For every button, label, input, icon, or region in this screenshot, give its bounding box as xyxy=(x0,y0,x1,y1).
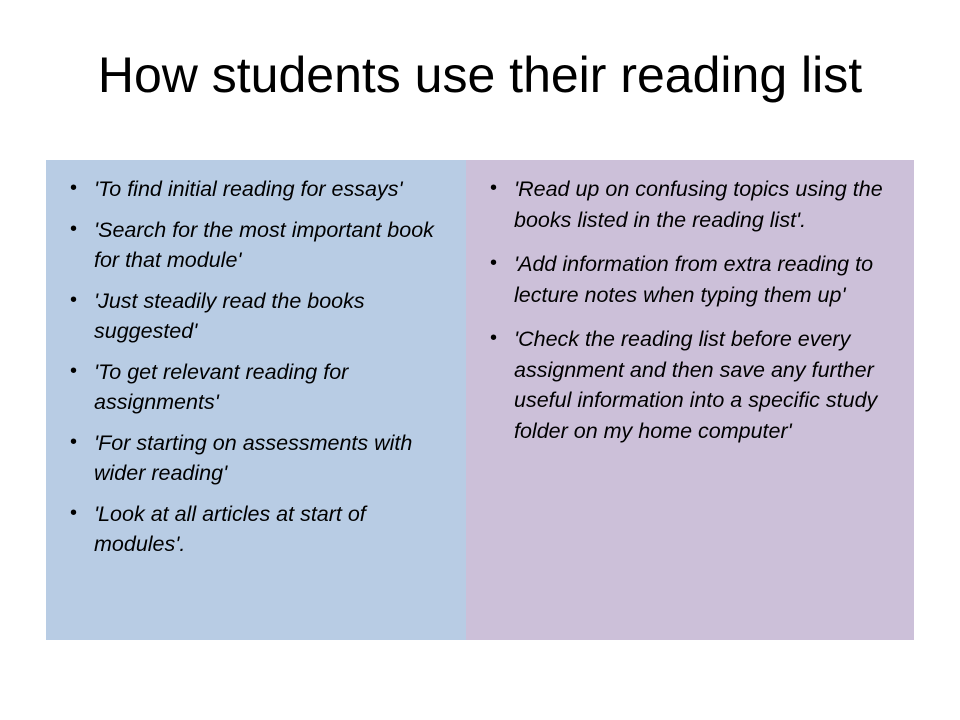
content-columns xyxy=(46,160,914,640)
list-item: • 'Check the reading list before every assignment and then save any further useful information into a specific study folder on my home computer' xyxy=(476,324,898,446)
list-item: • 'Add information from extra reading to lecture notes when typing them up' xyxy=(476,249,898,310)
left-bullet-list xyxy=(56,174,450,560)
right-bullet-list xyxy=(476,174,898,446)
page-title: How students use their reading list xyxy=(97,47,863,103)
list-item: • 'To find initial reading for essays' xyxy=(56,174,450,205)
left-quote-panel xyxy=(46,160,466,640)
list-item: • 'Search for the most important book for that module' xyxy=(56,215,450,276)
list-item: • 'Just steadily read the books suggested' xyxy=(56,286,450,347)
list-item: • 'To get relevant reading for assignments' xyxy=(56,357,450,418)
list-item: • 'For starting on assessments with wider reading' xyxy=(56,428,450,489)
right-quote-panel xyxy=(466,160,914,640)
list-item: • 'Read up on confusing topics using the books listed in the reading list'. xyxy=(476,174,898,235)
list-item: • 'Look at all articles at start of modules'. xyxy=(56,499,450,560)
